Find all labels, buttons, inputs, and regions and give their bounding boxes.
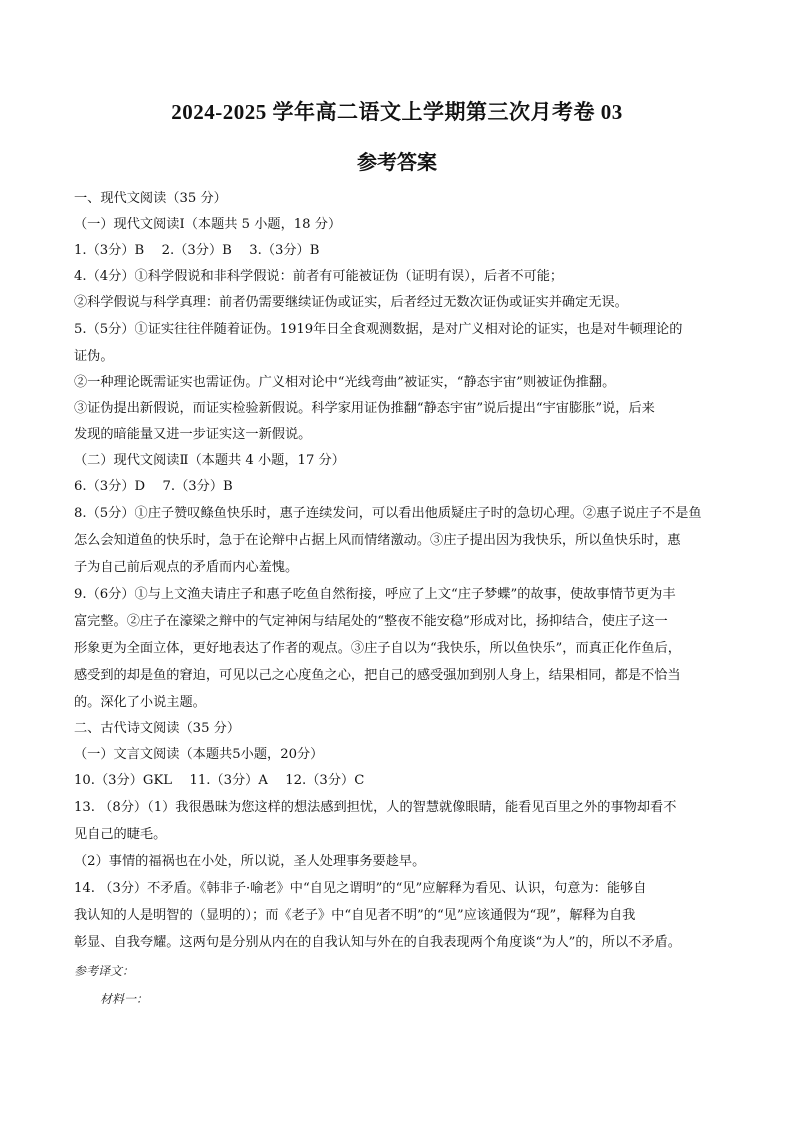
answer-line: 感受到的却是鱼的窘迫，可见以己之心度鱼之心，把自己的感受强加到别人身上，结果相同，都是不恰当 xyxy=(74,668,681,683)
section-heading: 二、古代诗文阅读（35 分） xyxy=(74,721,241,736)
answer-line: 13. （8分）（1）我很愚昧为您这样的想法感到担忧，人的智慧就像眼睛，能看见百里之外的事物却看不 xyxy=(74,800,677,815)
answer-line: 子为自己前后观点的矛盾而内心羞愧。 xyxy=(74,560,299,575)
answer-line: ③证伪提出新假说，而证实检验新假说。科学家用证伪推翻“静态宇宙”说后提出“宇宙膨胀”说，后来 xyxy=(74,401,655,416)
answer-line: ②一种理论既需证实也需证伪。广义相对论中“光线弯曲”被证实，“静态宇宙”则被证伪推翻。 xyxy=(74,375,616,390)
answer-line: （2）事情的福祸也在小处，所以说，圣人处理事务要趁早。 xyxy=(74,854,426,869)
answer-line: 我认知的人是明智的（显明的）；而《老子》中“自见者不明”的“见”应该通假为“现”，解释为自我 xyxy=(74,908,636,923)
answer-line: 8.（5分）①庄子赞叹鲦鱼快乐时，惠子连续发问，可以看出他质疑庄子时的急切心理。②惠子说庄子不是鱼 xyxy=(74,506,702,521)
section-heading: 一、现代文阅读（35 分） xyxy=(74,191,227,206)
answer-line: 1.（3分）B 2.（3分）B 3.（3分）B xyxy=(74,243,320,258)
answer-line: 的。深化了小说主题。 xyxy=(74,695,206,710)
document-subtitle: 参考答案 xyxy=(357,150,437,174)
answer-line: 彰显、自我夸耀。这两句是分别从内在的自我认知与外在的自我表现两个角度谈“为人”的，所以不矛盾。 xyxy=(74,935,681,950)
answer-line: 14. （3分）不矛盾。《韩非子·喻老》中“自见之谓明”的“见”应解释为看见、认识，句意为：能够自 xyxy=(74,881,647,896)
translation-heading: 参考译文： xyxy=(74,964,135,978)
answer-line: 见自己的睫毛。 xyxy=(74,827,167,842)
answer-line: 9.（6分）①与上文渔夫请庄子和惠子吃鱼自然衔接，呼应了上文“庄子梦蝶”的故事，使故事情节更为丰 xyxy=(74,587,676,602)
answer-line: ②科学假说与科学真理：前者仍需要继续证伪或证实，后者经过无数次证伪或证实并确定无误。 xyxy=(74,295,628,310)
answer-line: 5.（5分）①证实往往伴随着证伪。1919年日全食观测数据，是对广义相对论的证实，也是对牛顿理论的 xyxy=(74,322,683,337)
answer-line: 证伪。 xyxy=(74,349,114,364)
answer-line: 6.（3分）D 7.（3分）B xyxy=(74,479,233,494)
answer-line: 10.（3分）GKL 11.（3分）A 12.（3分）C xyxy=(74,773,365,788)
answer-line: 怎么会知道鱼的快乐时，急于在论辩中占据上风而情绪激动。③庄子提出因为我快乐，所以鱼快乐时，惠 xyxy=(74,533,681,548)
subsection-heading: （一）现代文阅读Ⅰ（本题共 5 小题，18 分） xyxy=(74,217,342,232)
material-label: 材料一： xyxy=(100,992,149,1006)
document-title: 2024-2025 学年高二语文上学期第三次月考卷 03 xyxy=(171,100,623,124)
answer-line: 形象更为全面立体，更好地表达了作者的观点。③庄子自以为“我快乐，所以鱼快乐”，而真正化作鱼后， xyxy=(74,641,681,656)
subsection-heading: （一）文言文阅读（本题共5小题，20分） xyxy=(74,747,324,762)
answer-content xyxy=(74,186,724,1012)
subsection-heading: （二）现代文阅读Ⅱ（本题共 4 小题，17 分） xyxy=(74,453,345,468)
answer-line: 4.（4分）①科学假说和非科学假说：前者有可能被证伪（证明有误），后者不可能； xyxy=(74,269,564,284)
answer-line: 富完整。②庄子在濠梁之辩中的气定神闲与结尾处的“整夜不能安稳”形成对比，扬抑结合，使庄子这一 xyxy=(74,614,668,629)
answer-line: 发现的暗能量又进一步证实这一新假说。 xyxy=(74,427,312,442)
